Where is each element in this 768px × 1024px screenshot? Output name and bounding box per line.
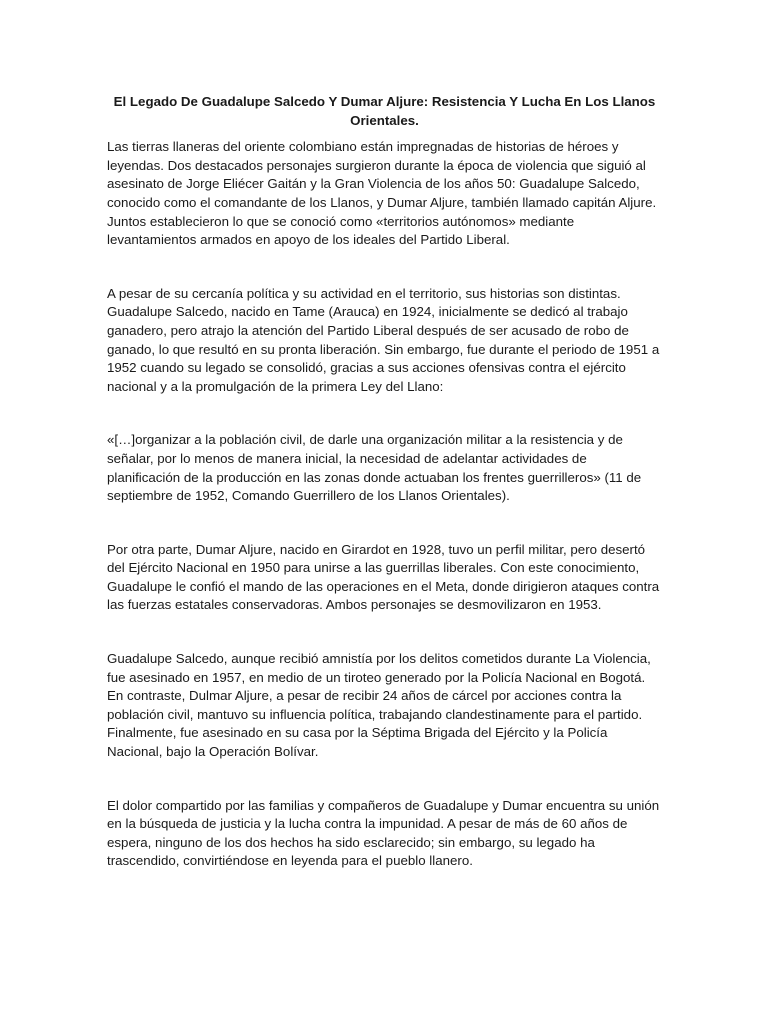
paragraph-intro: Las tierras llaneras del oriente colombiano están impregnadas de historias de héroes y leyendas. Dos destacados personajes surgieron durante la época de violencia que siguió al asesinato de Jorge Eliécer Gaitán y la Gran Violencia de los años 50: Guadalupe Salcedo, conocido como el comandante de los Llanos, y Dumar Aljure, también llamado capitán Aljure. Juntos establecieron lo que se conoció como «territorios autónomos» mediante levantamientos armados en apoyo de los ideales del Partido Liberal. (107, 139, 657, 248)
paragraph-salcedo: A pesar de su cercanía política y su actividad en el territorio, sus historias son distintas. Guadalupe Salcedo, nacido en Tame (Arauca) en 1924, inicialmente se dedicó al trabajo ganadero, pero atrajo la atención del Partido Liberal después de ser acusado de robo de ganado, lo que resultó en su pronta liberación. Sin embargo, fue durante el periodo de 1951 a 1952 cuando su legado se consolidó, gracias a sus acciones ofensivas contra el ejército nacional y a la promulgación de la primera Ley del Llano: (107, 285, 660, 394)
paragraph-gap (107, 396, 662, 431)
paragraph-quote: «[…]organizar a la población civil, de darle una organización militar a la resistencia y de señalar, por lo menos de manera inicial, la necesidad de adelantar actividades de planificación de la producción en las zonas donde actuaban los frentes guerrilleros» (11 de septiembre de 1952, Comando Guerrillero de los Llanos Orientales). (107, 432, 642, 504)
paragraph-aljure: Por otra parte, Dumar Aljure, nacido en Girardot en 1928, tuvo un perfil militar, pero desertó del Ejército Nacional en 1950 para unirse a las guerrillas liberales. Con este conocimiento, Guadalupe le confió el mando de las operaciones en el Meta, donde dirigieron ataques contra las fuerzas estatales conservadoras. Ambos personajes se desmovilizaron en 1953. (107, 541, 660, 613)
paragraph-legacy: El dolor compartido por las familias y compañeros de Guadalupe y Dumar encuentra su unión en la búsqueda de justicia y la lucha contra la impunidad. A pesar de más de 60 años de espera, ninguno de los dos hechos ha sido esclarecido; sin embargo, su legado ha trascendido, convirtiéndose en leyenda para el pueblo llanero. (107, 797, 660, 869)
paragraph-deaths: Guadalupe Salcedo, aunque recibió amnistía por los delitos cometidos durante La Violencia, fue asesinado en 1957, en medio de un tiroteo generado por la Policía Nacional en Bogotá. En contraste, Dulmar Aljure, a pesar de recibir 24 años de cárcel por acciones contra la población civil, mantuvo su influencia política, trabajando clandestinamente para el partido. Finalmente, fue asesinado en su casa por la Séptima Brigada del Ejército y la Policía Nacional, bajo la Operación Bolívar. (107, 651, 651, 760)
paragraph-gap (107, 250, 662, 285)
paragraph-gap (107, 762, 662, 797)
paragraph-gap (107, 615, 662, 650)
document-title: El Legado De Guadalupe Salcedo Y Dumar Aljure: Resistencia Y Lucha En Los Llanos Orientales. (113, 94, 656, 128)
paragraph-gap (107, 506, 662, 541)
